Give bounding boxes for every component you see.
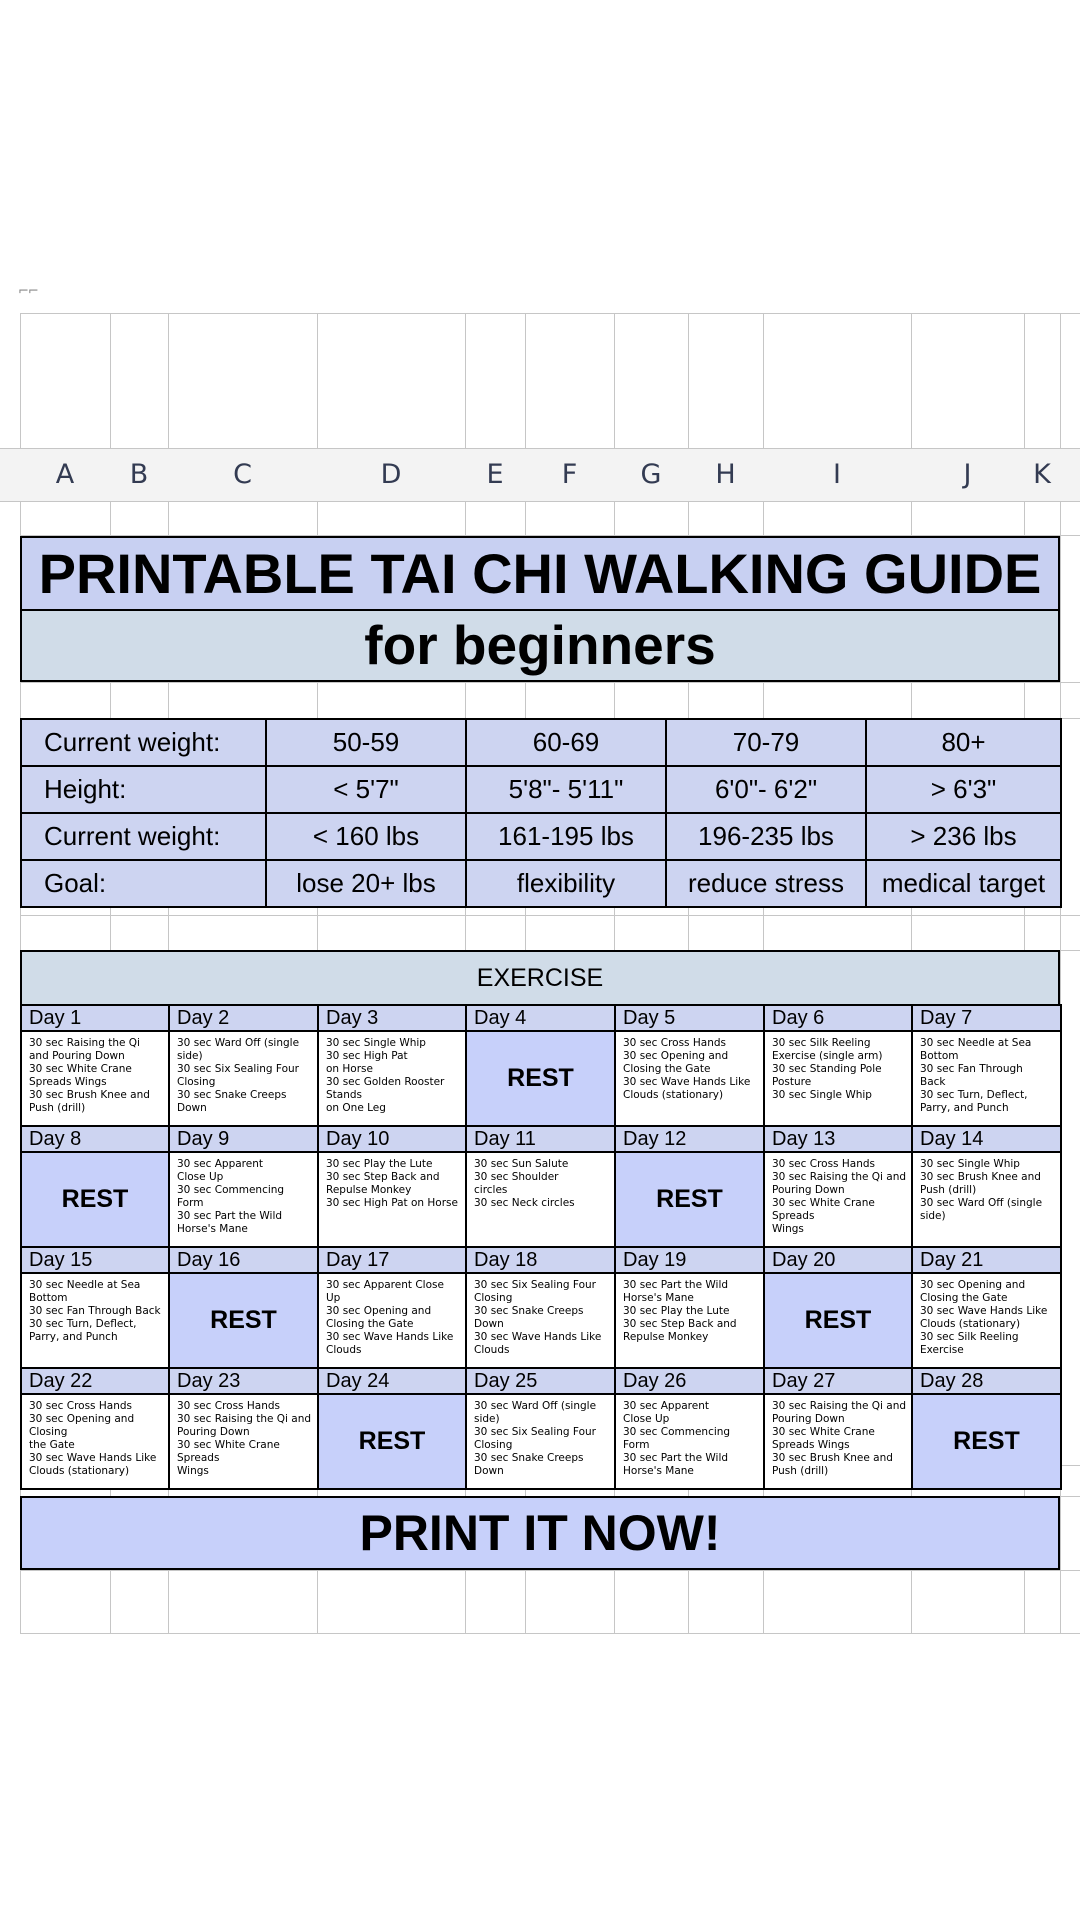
exercise-row: [21, 1273, 1061, 1368]
column-header-d[interactable]: D: [380, 459, 402, 490]
exercise-text: 30 sec Play the Lute 30 sec Step Back and Repulse Monkey 30 sec High Pat on Horse: [326, 1158, 458, 1209]
rest-day-cell[interactable]: REST: [764, 1273, 912, 1368]
exercise-cell[interactable]: [466, 1152, 615, 1247]
exercise-calendar: [20, 1004, 1062, 1490]
exercise-text: 30 sec Ward Off (single side) 30 sec Six Sealing Four Closing 30 sec Snake Creeps Down: [474, 1400, 597, 1477]
column-header-h[interactable]: H: [715, 459, 736, 490]
profile-value-cell[interactable]: 50-59: [266, 719, 466, 766]
profile-row-label: Current weight:: [21, 813, 266, 860]
profile-row: [21, 719, 1061, 766]
grid-line: [20, 682, 1080, 683]
rest-day-cell[interactable]: REST: [615, 1152, 764, 1247]
grid-line: [20, 313, 1080, 314]
day-label: Day 12: [615, 1126, 764, 1152]
day-label: Day 13: [764, 1126, 912, 1152]
grid-line: [20, 1570, 1080, 1571]
exercise-text: 30 sec Opening and Closing the Gate 30 sec Wave Hands Like Clouds (stationary) 30 sec Silk Reeling Exercise: [920, 1279, 1048, 1356]
profile-table: [20, 718, 1062, 908]
exercise-text: 30 sec Apparent Close Up 30 sec Opening and Closing the Gate 30 sec Wave Hands Like Clouds: [326, 1279, 454, 1356]
exercise-text: 30 sec Cross Hands 30 sec Opening and Closing the Gate 30 sec Wave Hands Like Clouds (stationary): [29, 1400, 157, 1477]
profile-row: [21, 813, 1061, 860]
exercise-text: 30 sec Single Whip 30 sec Brush Knee and Push (drill) 30 sec Ward Off (single side): [920, 1158, 1043, 1222]
rest-day-cell[interactable]: REST: [169, 1273, 318, 1368]
column-header-bar: [0, 448, 1080, 502]
profile-row: [21, 860, 1061, 907]
exercise-cell[interactable]: [466, 1273, 615, 1368]
profile-value-cell[interactable]: 80+: [866, 719, 1061, 766]
day-label: Day 23: [169, 1368, 318, 1394]
day-label: Day 5: [615, 1005, 764, 1031]
exercise-cell[interactable]: [169, 1152, 318, 1247]
profile-value-cell[interactable]: flexibility: [466, 860, 666, 907]
exercise-text: 30 sec Cross Hands 30 sec Opening and Closing the Gate 30 sec Wave Hands Like Clouds (stationary): [623, 1037, 751, 1101]
day-label: Day 20: [764, 1247, 912, 1273]
day-label: Day 28: [912, 1368, 1061, 1394]
day-label: Day 1: [21, 1005, 169, 1031]
profile-row-label: Height:: [21, 766, 266, 813]
exercise-cell[interactable]: [912, 1031, 1061, 1126]
day-label: Day 6: [764, 1005, 912, 1031]
day-label: Day 9: [169, 1126, 318, 1152]
day-label-row: [21, 1005, 1061, 1031]
day-label: Day 17: [318, 1247, 466, 1273]
profile-value-cell[interactable]: 161-195 lbs: [466, 813, 666, 860]
day-label-row: [21, 1126, 1061, 1152]
day-label: Day 14: [912, 1126, 1061, 1152]
day-label: Day 27: [764, 1368, 912, 1394]
profile-row: [21, 766, 1061, 813]
exercise-cell[interactable]: [169, 1394, 318, 1489]
exercise-text: 30 sec Needle at Sea Bottom 30 sec Fan Through Back 30 sec Turn, Deflect, Parry, and Punch: [920, 1037, 1032, 1114]
exercise-cell[interactable]: [912, 1273, 1061, 1368]
column-header-j[interactable]: J: [963, 459, 972, 490]
exercise-text: 30 sec Six Sealing Four Closing 30 sec Snake Creeps Down 30 sec Wave Hands Like Clouds: [474, 1279, 602, 1356]
exercise-text: 30 sec Apparent Close Up 30 sec Commencing Form 30 sec Part the Wild Horse's Mane: [623, 1400, 731, 1477]
profile-value-cell[interactable]: medical target: [866, 860, 1061, 907]
exercise-text: 30 sec Raising the Qi and Pouring Down 30 sec White Crane Spreads Wings 30 sec Brush Knee and Push (drill): [772, 1400, 907, 1477]
profile-value-cell[interactable]: 6'0"- 6'2": [666, 766, 866, 813]
rest-day-cell[interactable]: REST: [318, 1394, 466, 1489]
column-header-e[interactable]: E: [486, 459, 504, 490]
column-header-g[interactable]: G: [640, 459, 662, 490]
day-label: Day 7: [912, 1005, 1061, 1031]
day-label: Day 19: [615, 1247, 764, 1273]
grid-line: [20, 1633, 1080, 1634]
exercise-cell[interactable]: [466, 1394, 615, 1489]
profile-value-cell[interactable]: lose 20+ lbs: [266, 860, 466, 907]
column-header-b[interactable]: B: [129, 459, 149, 490]
exercise-cell[interactable]: [318, 1152, 466, 1247]
day-label: Day 3: [318, 1005, 466, 1031]
rest-day-cell[interactable]: REST: [466, 1031, 615, 1126]
profile-value-cell[interactable]: 70-79: [666, 719, 866, 766]
exercise-row: [21, 1394, 1061, 1489]
profile-row-label: Current weight:: [21, 719, 266, 766]
column-header-c[interactable]: C: [233, 459, 252, 490]
exercise-text: 30 sec Ward Off (single side) 30 sec Six Sealing Four Closing 30 sec Snake Creeps Down: [177, 1037, 300, 1114]
profile-value-cell[interactable]: 60-69: [466, 719, 666, 766]
day-label: Day 11: [466, 1126, 615, 1152]
exercise-cell[interactable]: [615, 1273, 764, 1368]
exercise-row: [21, 1152, 1061, 1247]
exercise-cell[interactable]: [21, 1273, 169, 1368]
column-header-k[interactable]: K: [1033, 459, 1051, 490]
day-label: Day 18: [466, 1247, 615, 1273]
day-label: Day 24: [318, 1368, 466, 1394]
day-label: Day 10: [318, 1126, 466, 1152]
profile-value-cell[interactable]: 5'8"- 5'11": [466, 766, 666, 813]
exercise-cell[interactable]: [21, 1394, 169, 1489]
day-label: Day 2: [169, 1005, 318, 1031]
exercise-cell[interactable]: [764, 1394, 912, 1489]
day-label: Day 26: [615, 1368, 764, 1394]
exercise-cell[interactable]: [318, 1031, 466, 1126]
day-label: Day 22: [21, 1368, 169, 1394]
exercise-text: 30 sec Silk Reeling Exercise (single arm) 30 sec Standing Pole Posture 30 sec Single Whip: [772, 1037, 883, 1101]
day-label: Day 4: [466, 1005, 615, 1031]
column-header-f[interactable]: F: [561, 459, 578, 490]
day-label: Day 8: [21, 1126, 169, 1152]
print-now-banner[interactable]: PRINT IT NOW!: [20, 1496, 1060, 1570]
exercise-header: EXERCISE: [20, 950, 1060, 1004]
profile-value-cell[interactable]: < 160 lbs: [266, 813, 466, 860]
page-subtitle: for beginners: [20, 609, 1060, 682]
exercise-cell[interactable]: [615, 1394, 764, 1489]
profile-value-cell[interactable]: > 6'3": [866, 766, 1061, 813]
exercise-cell[interactable]: [764, 1031, 912, 1126]
day-label-row: [21, 1247, 1061, 1273]
day-label: Day 25: [466, 1368, 615, 1394]
profile-row-label: Goal:: [21, 860, 266, 907]
exercise-cell[interactable]: [169, 1031, 318, 1126]
column-header-i[interactable]: I: [833, 459, 841, 490]
exercise-text: 30 sec Single Whip 30 sec High Pat on Horse 30 sec Golden Rooster Stands on One Leg: [326, 1037, 445, 1114]
profile-value-cell[interactable]: 196-235 lbs: [666, 813, 866, 860]
page-title: PRINTABLE TAI CHI WALKING GUIDE: [20, 536, 1060, 611]
rest-day-cell[interactable]: REST: [912, 1394, 1061, 1489]
day-label: Day 15: [21, 1247, 169, 1273]
rest-day-cell[interactable]: REST: [21, 1152, 169, 1247]
exercise-cell[interactable]: [764, 1152, 912, 1247]
exercise-cell[interactable]: [615, 1031, 764, 1126]
exercise-text: 30 sec Sun Salute 30 sec Shoulder circles 30 sec Neck circles: [474, 1158, 575, 1209]
profile-value-cell[interactable]: > 236 lbs: [866, 813, 1061, 860]
day-label: Day 21: [912, 1247, 1061, 1273]
exercise-text: 30 sec Cross Hands 30 sec Raising the Qi and Pouring Down 30 sec White Crane Spreads Wings: [177, 1400, 312, 1477]
exercise-cell[interactable]: [21, 1031, 169, 1126]
exercise-text: 30 sec Cross Hands 30 sec Raising the Qi and Pouring Down 30 sec White Crane Spreads Wings: [772, 1158, 907, 1235]
exercise-text: 30 sec Part the Wild Horse's Mane 30 sec Play the Lute 30 sec Step Back and Repulse Monkey: [623, 1279, 737, 1343]
exercise-text: 30 sec Apparent Close Up 30 sec Commencing Form 30 sec Part the Wild Horse's Mane: [177, 1158, 285, 1235]
exercise-text: 30 sec Raising the Qi and Pouring Down 30 sec White Crane Spreads Wings 30 sec Brush Knee and Push (drill): [29, 1037, 150, 1114]
column-header-a[interactable]: A: [55, 459, 75, 490]
day-label-row: [21, 1368, 1061, 1394]
exercise-row: [21, 1031, 1061, 1126]
profile-value-cell[interactable]: reduce stress: [666, 860, 866, 907]
exercise-text: 30 sec Needle at Sea Bottom 30 sec Fan Through Back 30 sec Turn, Deflect, Parry, and Punch: [29, 1279, 161, 1343]
profile-value-cell[interactable]: < 5'7": [266, 766, 466, 813]
exercise-cell[interactable]: [912, 1152, 1061, 1247]
grid-line: [20, 915, 1080, 916]
sheet-corner-icon[interactable]: ⌐⌐: [18, 284, 38, 299]
exercise-cell[interactable]: [318, 1273, 466, 1368]
day-label: Day 16: [169, 1247, 318, 1273]
